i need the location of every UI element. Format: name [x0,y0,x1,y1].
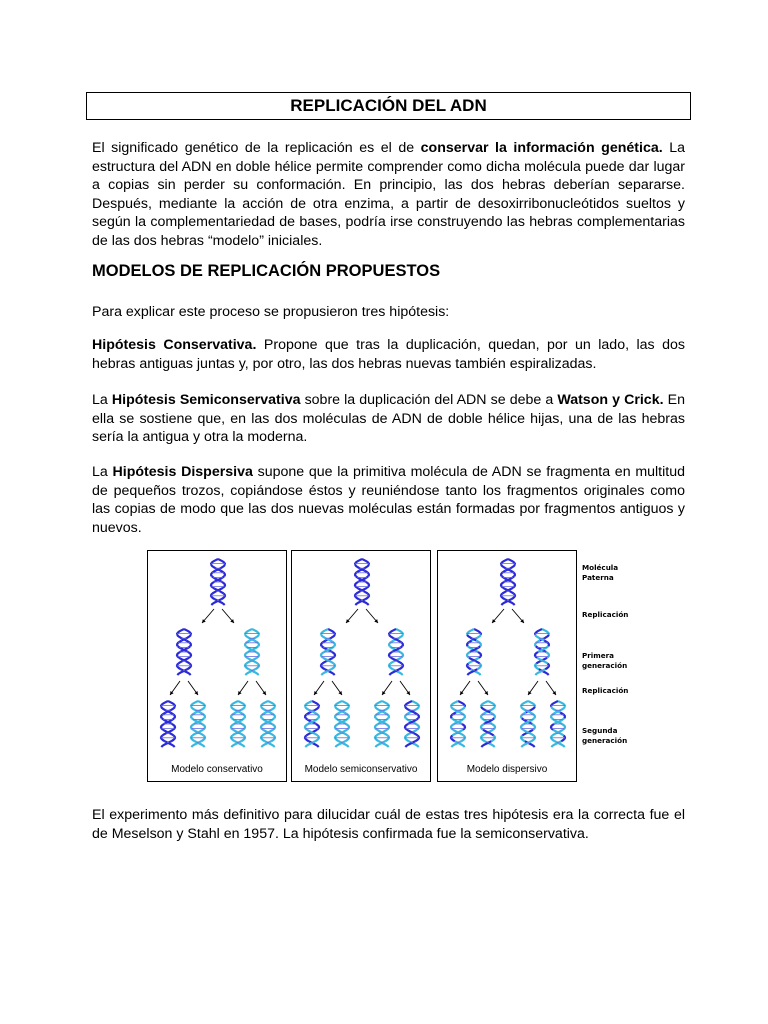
arrow-head [460,691,464,695]
dna-strand [355,594,359,600]
dna-strand [398,641,403,647]
arrow-head [528,691,532,695]
first-gen-helix-right [245,629,259,675]
first-gen-helix-right [389,629,403,675]
disp-rest: supone que la primitiva molécula de ADN se fragmenta en multitud de pequeños trozos, copiándose éstos y reuniéndose tanto los fragmentos originales como las copias de modo que las dos nuevas moléculas están formadas por fragmentos antiguos y nuevos. [92,464,685,536]
intro-bold: conservar la información genética. [420,140,663,156]
dna-strand [375,736,379,742]
dna-strand [384,713,389,719]
conservative-helix-svg [148,551,288,783]
parent-helix [501,559,515,605]
first-gen-helix-left [177,629,191,675]
replication-models-diagram [147,550,627,786]
parent-helix [355,559,369,605]
dna-strand [365,594,369,600]
conservative-bold: Hipótesis Conservativa. [92,337,257,353]
dna-strand [161,713,166,719]
dna-strand [211,571,216,577]
second-gen-helix-1 [451,701,465,747]
dna-strand [314,713,319,719]
page-title: REPLICACIÓN DEL ADN [86,92,691,120]
dna-strand [254,641,259,647]
dna-strand [220,571,225,577]
panel-semiconservative [291,550,431,782]
dna-strand [245,664,249,670]
dna-strand [530,713,535,719]
dna-strand [415,736,419,742]
dna-strand [271,736,275,742]
dna-strand [389,664,393,670]
dna-strand [231,736,235,742]
dna-strand [389,641,394,647]
conservative-paragraph [92,336,685,373]
dna-strand [161,736,165,742]
panel-label-semiconservative: Modelo semiconservativo [304,764,418,775]
dna-strand [521,713,526,719]
dna-strand [414,713,419,719]
second-gen-helix-3 [375,701,389,747]
second-gen-helix-2 [335,701,349,747]
dna-strand [560,713,565,719]
dna-strand [330,641,335,647]
dna-strand [171,736,175,742]
arrow-head [552,691,556,695]
parent-helix [211,559,225,605]
conclusion-paragraph: El experimento más definitivo para dilucidar cuál de estas tres hipótesis era la correcta fue el de Meselson y Stahl en 1957. La hipótesis confirmada fue la semiconservativa. [92,807,685,842]
dna-strand [305,736,309,742]
dna-strand [544,641,549,647]
dna-strand [535,641,540,647]
panel-dispersive [437,550,577,782]
arrow-head [262,691,266,695]
dna-strand [405,736,409,742]
dna-strand [481,713,486,719]
dna-strand [187,664,191,670]
disp-bold: Hipótesis Dispersiva [112,464,253,480]
second-gen-helix-3 [521,701,535,747]
dna-strand [177,641,182,647]
dna-strand [501,594,505,600]
dna-strand [186,641,191,647]
dna-strand [451,736,455,742]
dna-strand [405,713,410,719]
dna-strand [561,736,565,742]
semiconservative-paragraph [92,391,685,447]
dna-strand [385,736,389,742]
dna-strand [491,736,495,742]
dna-strand [510,571,515,577]
intro-rest: La estructura del ADN en doble hélice permite comprender como dicha molécula puede dar lugar a copias sin perder su conformación. En principio, las dos hebras deberían separarse. Después, mediante la acción de otra enzima, a partir de desoxirribonucleótidos sueltos y según la complementariedad de bases, podría irse construyendo las hebras complementarias de las dos hebras “modelo” iniciales. [92,140,685,249]
first-gen-helix-left [321,629,335,675]
disp-pre: La [92,464,113,480]
dna-strand [261,713,266,719]
second-gen-helix-4 [551,701,565,747]
dna-strand [261,736,265,742]
dna-strand [551,736,555,742]
semi-pre: La [92,392,112,408]
arrow-head [484,691,488,695]
dispersive-paragraph [92,463,685,537]
semi-bold: Hipótesis Semiconservativa [111,392,301,408]
dna-strand [481,736,485,742]
arrow-head [314,691,318,695]
dna-strand [345,736,349,742]
dna-strand [245,641,250,647]
arrow-head [338,691,342,695]
label-replication-1: Replicación [582,610,629,619]
arrow-head [406,691,410,695]
dna-strand [231,713,236,719]
label-replication-2: Replicación [582,686,629,695]
dna-strand [240,713,245,719]
dna-strand [335,736,339,742]
second-gen-helix-2 [481,701,495,747]
label-parent: Molécula Paterna [582,563,619,582]
dna-strand [551,713,556,719]
dna-strand [451,713,456,719]
dna-strand [321,664,325,670]
arrow-head [382,691,386,695]
dna-strand [355,571,360,577]
dna-strand [335,713,340,719]
intro-lead: El significado genético de la replicación es el de [92,140,421,156]
second-gen-helix-3 [231,701,245,747]
conservative-rest: Propone que tras la duplicación, quedan, por un lado, las dos hebras antiguas juntas y, por otro, las dos hebras nuevas también espiralizadas. [92,337,686,372]
dna-strand [467,664,471,670]
dna-strand [399,664,403,670]
dna-strand [170,713,175,719]
dna-strand [241,736,245,742]
semi-mid: sobre la duplicación del ADN se debe a [300,392,558,408]
dna-strand [331,664,335,670]
dna-strand [375,713,380,719]
semi-rest: En ella se sostiene que, en las dos moléculas de ADN de doble hélice hijas, una de las hebras sería la antigua y otra la moderna. [92,392,685,445]
dna-strand [305,713,310,719]
arrow-head [194,691,198,695]
second-gen-helix-2 [191,701,205,747]
section-heading: MODELOS DE REPLICACIÓN PROPUESTOS [92,262,441,280]
second-gen-helix-4 [405,701,419,747]
dna-strand [321,641,326,647]
dna-strand [221,594,225,600]
second-gen-helix-4 [261,701,275,747]
second-gen-helix-1 [305,701,319,747]
first-gen-helix-left [467,629,481,675]
label-first-gen: Primera generación [582,651,628,670]
dna-strand [201,736,205,742]
dna-strand [364,571,369,577]
first-gen-helix-right [535,629,549,675]
lead-in-paragraph: Para explicar este proceso se propusieron tres hipótesis: [92,304,450,320]
dna-strand [535,664,539,670]
arrow-head [170,691,174,695]
dna-strand [521,736,525,742]
dna-strand [200,713,205,719]
dna-strand [531,736,535,742]
dna-strand [476,641,481,647]
intro-paragraph [92,139,685,250]
dispersive-helix-svg [438,551,578,783]
dna-strand [460,713,465,719]
panel-label-conservative: Modelo conservativo [171,764,263,775]
dna-strand [315,736,319,742]
dna-strand [467,641,472,647]
dna-strand [511,594,515,600]
dna-strand [477,664,481,670]
panel-conservative [147,550,287,782]
dna-strand [490,713,495,719]
dna-strand [461,736,465,742]
dna-strand [270,713,275,719]
dna-strand [191,713,196,719]
dna-strand [545,664,549,670]
dna-strand [255,664,259,670]
panel-label-dispersive: Modelo dispersivo [466,764,548,775]
dna-strand [191,736,195,742]
dna-strand [501,571,506,577]
dna-strand [344,713,349,719]
dna-strand [177,664,181,670]
semi-bold2: Watson y Crick. [557,392,664,408]
label-second-gen: Segunda generación [582,726,628,745]
dna-strand [211,594,215,600]
second-gen-helix-1 [161,701,175,747]
arrow-head [238,691,242,695]
semiconservative-helix-svg [292,551,432,783]
